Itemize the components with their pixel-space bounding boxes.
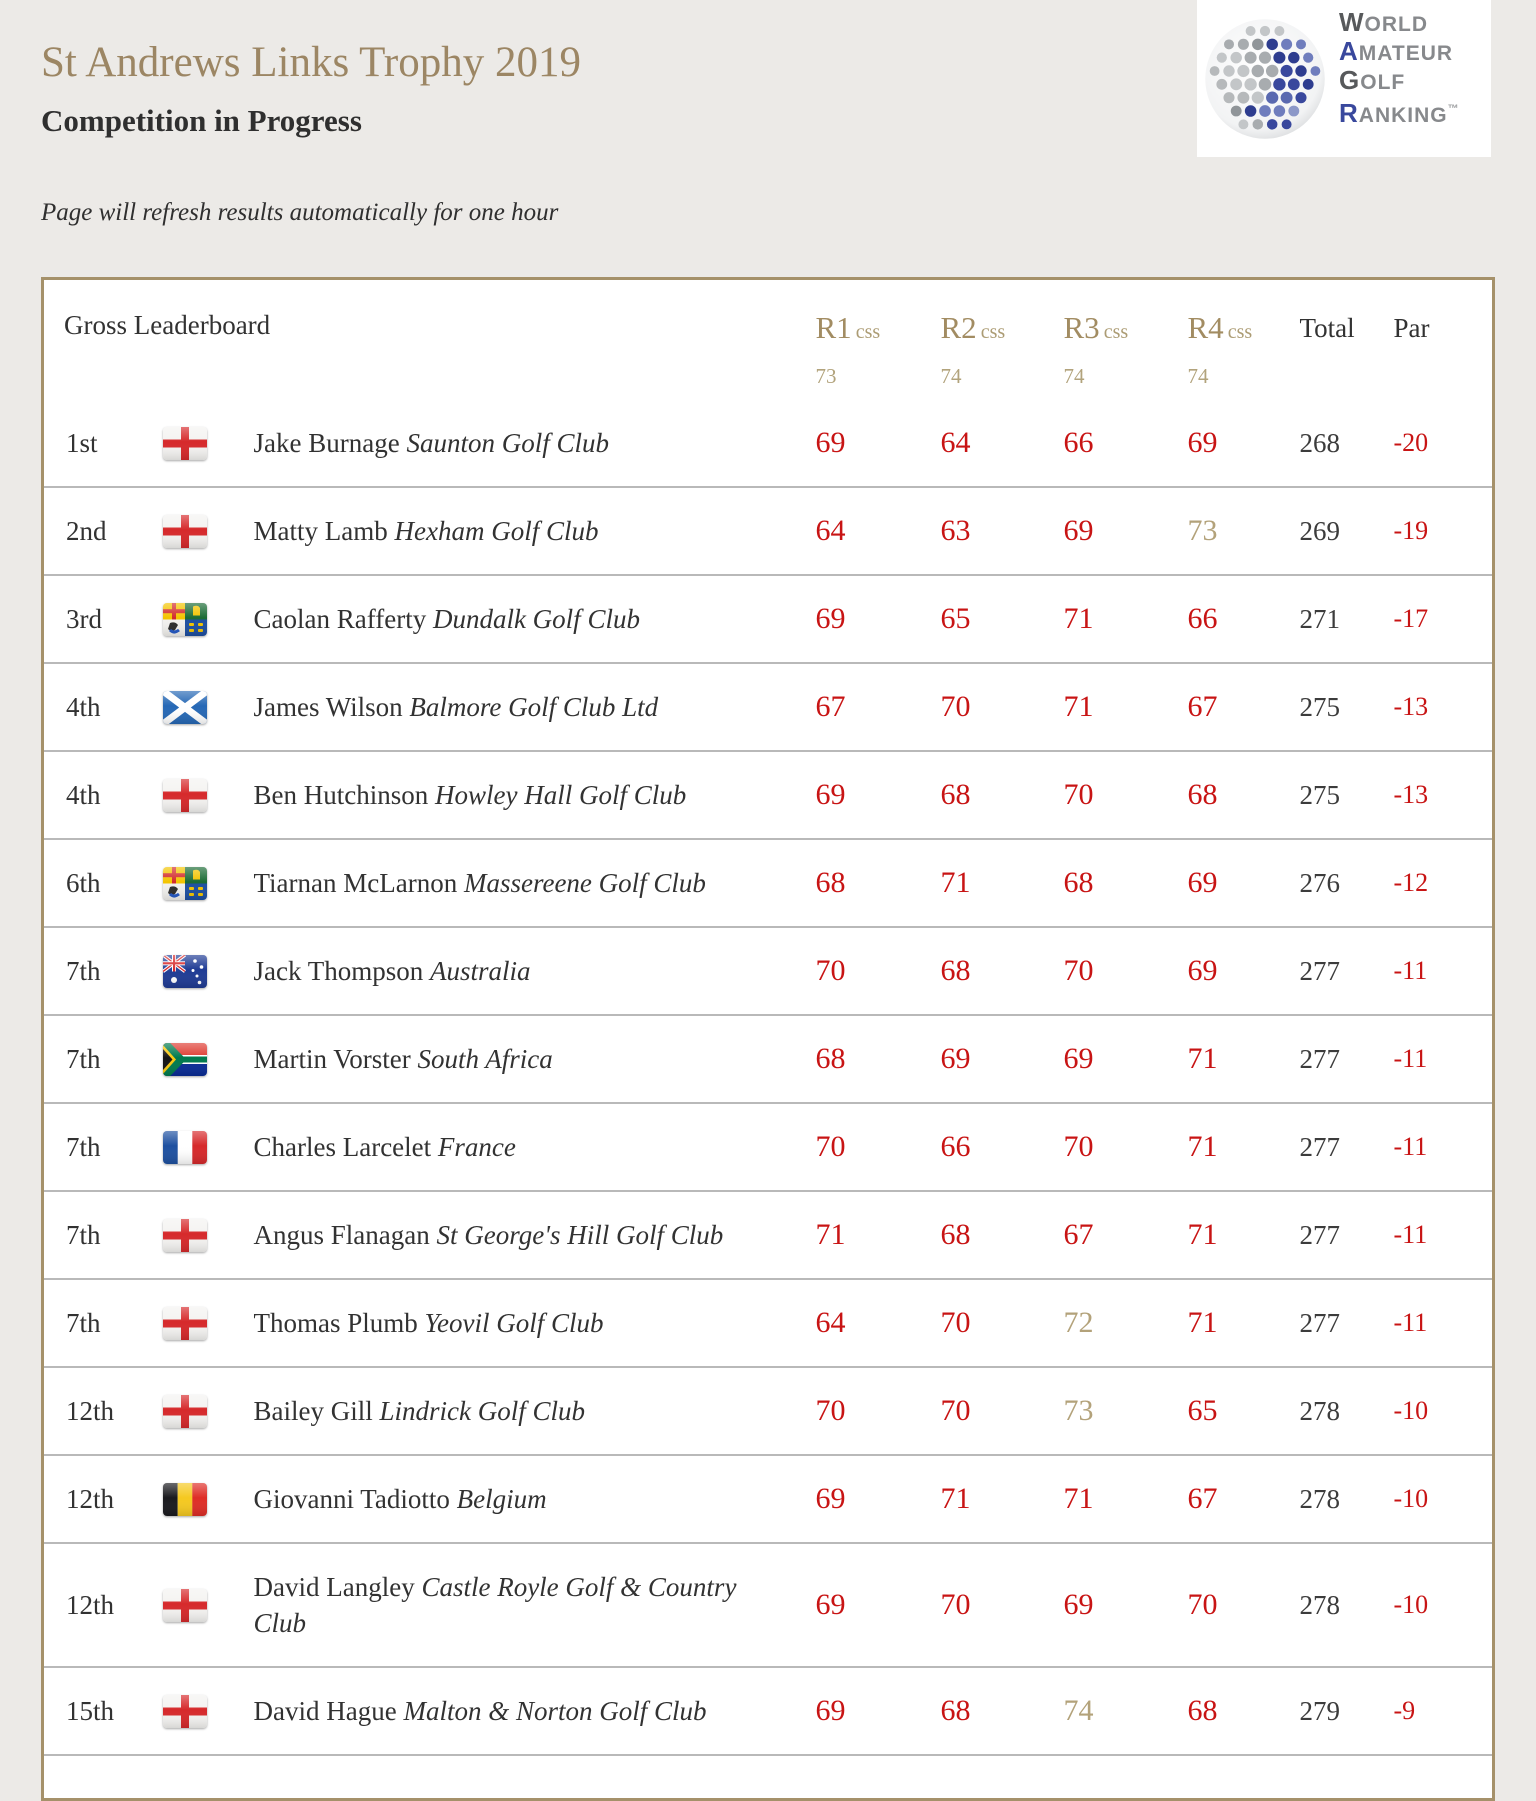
round3-header: R3 css 74 — [1050, 279, 1174, 401]
round2-css-value: 74 — [940, 364, 962, 389]
flag-england-icon — [163, 1219, 207, 1252]
round3-score: 69 — [1063, 1042, 1094, 1076]
player-club: Malton & Norton Golf Club — [403, 1696, 707, 1727]
round4-score: 66 — [1187, 602, 1218, 636]
round2-score: 70 — [940, 1306, 971, 1340]
flag-cell — [162, 1279, 242, 1367]
par-score: -11 — [1393, 1308, 1428, 1338]
row-spacer — [1450, 663, 1494, 751]
total-score: 278 — [1299, 1395, 1340, 1426]
gross-leaderboard-table — [41, 277, 1495, 1801]
player-club: France — [437, 1132, 516, 1163]
row-spacer — [1450, 575, 1494, 663]
row-spacer — [1450, 1667, 1494, 1755]
round1-score: 69 — [815, 602, 846, 636]
round4-header: R4 css 74 — [1174, 279, 1290, 401]
player-name: Ben Hutchinson — [253, 780, 429, 811]
round2-score: 69 — [940, 1042, 971, 1076]
row-spacer — [1450, 927, 1494, 1015]
header-spacer — [1450, 279, 1494, 401]
round4-score: 69 — [1187, 954, 1218, 988]
leaderboard-row — [43, 751, 1494, 839]
round1-score: 70 — [815, 954, 846, 988]
round3-score: 70 — [1063, 778, 1094, 812]
row-spacer — [1450, 1015, 1494, 1103]
round4-score: 71 — [1187, 1042, 1218, 1076]
leaderboard-row — [43, 575, 1494, 663]
row-spacer — [1450, 400, 1494, 487]
logo-line-amateur: AMATEUR — [1339, 35, 1454, 66]
total-score: 275 — [1299, 691, 1340, 722]
flag-australia-icon — [163, 955, 207, 988]
player-cell — [242, 1015, 802, 1103]
position-cell: 7th — [66, 1043, 101, 1074]
player-cell — [242, 1367, 802, 1455]
row-spacer — [1450, 1103, 1494, 1191]
total-score: 277 — [1299, 1307, 1340, 1338]
row-spacer — [1450, 751, 1494, 839]
player-name: Giovanni Tadiotto — [253, 1484, 450, 1515]
flag-scotland-icon — [163, 691, 207, 724]
player-cell — [242, 839, 802, 927]
player-cell — [242, 751, 802, 839]
round4-score: 71 — [1187, 1306, 1218, 1340]
round1-css-value: 73 — [815, 364, 837, 389]
round4-score: 67 — [1187, 690, 1218, 724]
player-name: David Hague — [253, 1696, 397, 1727]
position-cell: 3rd — [66, 603, 102, 634]
par-score: -13 — [1393, 692, 1429, 722]
par-score: -20 — [1393, 428, 1429, 458]
total-score: 271 — [1299, 603, 1340, 634]
trademark-symbol: ™ — [1447, 102, 1460, 115]
leaderboard-row — [43, 663, 1494, 751]
total-score: 276 — [1299, 867, 1340, 898]
flag-cell — [162, 1667, 242, 1755]
round2-score: 70 — [940, 690, 971, 724]
logo-line-world: WORLD — [1339, 6, 1429, 37]
flag-cell — [162, 839, 242, 927]
total-header: Total — [1299, 313, 1355, 344]
round3-score: 74 — [1063, 1694, 1094, 1728]
player-club: Australia — [430, 956, 531, 987]
round4-score: 70 — [1187, 1588, 1218, 1622]
flag-england-icon — [163, 1589, 207, 1622]
position-cell: 4th — [66, 691, 101, 722]
position-cell: 12th — [66, 1395, 115, 1426]
leaderboard-row — [43, 1015, 1494, 1103]
round3-score: 70 — [1063, 954, 1094, 988]
round3-score: 69 — [1063, 1588, 1094, 1622]
player-club: Castle Royle Golf & Country Club — [253, 1572, 737, 1639]
flag-cell — [162, 751, 242, 839]
player-club: Yeovil Golf Club — [424, 1308, 604, 1339]
round3-score: 71 — [1063, 690, 1094, 724]
player-club: Saunton Golf Club — [406, 428, 609, 459]
total-score: 277 — [1299, 955, 1340, 986]
player-club: Lindrick Golf Club — [379, 1396, 585, 1427]
player-club: Balmore Golf Club Ltd — [409, 692, 659, 723]
player-cell — [242, 1103, 802, 1191]
round3-score: 71 — [1063, 1482, 1094, 1516]
round1-score: 70 — [815, 1130, 846, 1164]
wagr-logo-wordmark — [1339, 6, 1460, 130]
player-cell — [242, 1543, 802, 1667]
player-club: Hexham Golf Club — [394, 516, 599, 547]
player-name: Jake Burnage — [253, 428, 400, 459]
leaderboard-row — [43, 1667, 1494, 1755]
round4-score: 65 — [1187, 1394, 1218, 1428]
flag-cell — [162, 1455, 242, 1543]
round4-score: 67 — [1187, 1482, 1218, 1516]
player-cell — [242, 927, 802, 1015]
round1-score: 71 — [815, 1218, 846, 1252]
round4-score: 68 — [1187, 778, 1218, 812]
par-score: -13 — [1393, 780, 1429, 810]
round1-score: 64 — [815, 514, 846, 548]
round3-score: 71 — [1063, 602, 1094, 636]
round2-score: 71 — [940, 866, 971, 900]
position-cell: 12th — [66, 1589, 115, 1620]
sliver-cell — [43, 1755, 1494, 1800]
position-cell: 7th — [66, 1131, 101, 1162]
player-club: Dundalk Golf Club — [432, 604, 640, 635]
round3-score: 70 — [1063, 1130, 1094, 1164]
flag-cell — [162, 575, 242, 663]
row-spacer — [1450, 839, 1494, 927]
player-name: Tiarnan McLarnon — [253, 868, 458, 899]
logo-line-ranking: RANKING™ — [1339, 97, 1460, 128]
flag-england-icon — [163, 1307, 207, 1340]
par-score: -12 — [1393, 868, 1429, 898]
round3-score: 66 — [1063, 426, 1094, 460]
flag-england-icon — [163, 779, 207, 812]
position-cell: 2nd — [66, 515, 107, 546]
flag-cell — [162, 663, 242, 751]
round1-score: 69 — [815, 778, 846, 812]
leaderboard-row — [43, 1543, 1494, 1667]
round2-score: 64 — [940, 426, 971, 460]
row-spacer — [1450, 1279, 1494, 1367]
player-cell — [242, 487, 802, 575]
par-score: -11 — [1393, 1220, 1428, 1250]
round1-score: 64 — [815, 1306, 846, 1340]
round3-score: 73 — [1063, 1394, 1094, 1428]
leaderboard-row — [43, 1279, 1494, 1367]
wagr-logo-link[interactable] — [1197, 0, 1491, 157]
position-cell: 1st — [66, 427, 98, 458]
round4-score: 73 — [1187, 514, 1218, 548]
round1-header: R1 css 73 — [802, 279, 927, 401]
flag-england-icon — [163, 427, 207, 460]
round2-score: 68 — [940, 954, 971, 988]
flag-cell — [162, 1103, 242, 1191]
par-score: -10 — [1393, 1484, 1429, 1514]
leaderboard-row — [43, 487, 1494, 575]
total-score: 277 — [1299, 1131, 1340, 1162]
total-score: 275 — [1299, 779, 1340, 810]
player-name: David Langley — [253, 1572, 415, 1603]
total-score: 277 — [1299, 1219, 1340, 1250]
player-cell — [242, 575, 802, 663]
leaderboard-title: Gross Leaderboard — [64, 310, 271, 341]
total-score: 278 — [1299, 1589, 1340, 1620]
round1-score: 68 — [815, 866, 846, 900]
flag-cell — [162, 1367, 242, 1455]
golf-ball-icon — [1201, 15, 1329, 143]
player-cell — [242, 400, 802, 487]
total-score: 277 — [1299, 1043, 1340, 1074]
leaderboard-row — [43, 839, 1494, 927]
par-score: -10 — [1393, 1396, 1429, 1426]
player-club: Howley Hall Golf Club — [435, 780, 687, 811]
row-spacer — [1450, 1455, 1494, 1543]
round2-score: 71 — [940, 1482, 971, 1516]
flag-cell — [162, 1191, 242, 1279]
position-cell: 7th — [66, 1219, 101, 1250]
round2-header: R2 css 74 — [927, 279, 1050, 401]
flag-england-icon — [163, 1695, 207, 1728]
par-header: Par — [1393, 313, 1430, 344]
player-name: Thomas Plumb — [253, 1308, 418, 1339]
flag-ireland-icon — [163, 603, 207, 636]
round2-score: 68 — [940, 1218, 971, 1252]
flag-cell — [162, 487, 242, 575]
flag-cell — [162, 400, 242, 487]
leaderboard-row — [43, 1367, 1494, 1455]
player-name: James Wilson — [253, 692, 403, 723]
flag-cell — [162, 1543, 242, 1667]
round3-score: 69 — [1063, 514, 1094, 548]
par-score: -11 — [1393, 956, 1428, 986]
leaderboard-header-row — [43, 279, 1494, 401]
player-cell — [242, 1279, 802, 1367]
round1-score: 69 — [815, 1482, 846, 1516]
player-name: Charles Larcelet — [253, 1132, 432, 1163]
flag-belgium-icon — [163, 1483, 207, 1516]
flag-south-africa-icon — [163, 1043, 207, 1076]
player-club: St George's Hill Golf Club — [436, 1220, 724, 1251]
round1-score: 69 — [815, 1694, 846, 1728]
round2-score: 70 — [940, 1394, 971, 1428]
leaderboard-row — [43, 1455, 1494, 1543]
round3-score: 67 — [1063, 1218, 1094, 1252]
round1-score: 67 — [815, 690, 846, 724]
round4-score: 69 — [1187, 866, 1218, 900]
round4-score: 68 — [1187, 1694, 1218, 1728]
flag-england-icon — [163, 515, 207, 548]
player-cell — [242, 1191, 802, 1279]
par-score: -9 — [1393, 1696, 1416, 1726]
round2-score: 63 — [940, 514, 971, 548]
flag-england-icon — [163, 1395, 207, 1428]
round2-score: 68 — [940, 778, 971, 812]
total-score: 268 — [1299, 427, 1340, 458]
round2-score: 65 — [940, 602, 971, 636]
position-cell: 4th — [66, 779, 101, 810]
row-spacer — [1450, 487, 1494, 575]
player-cell — [242, 1667, 802, 1755]
player-club: Belgium — [456, 1484, 547, 1515]
round4-score: 71 — [1187, 1130, 1218, 1164]
round3-css-value: 74 — [1063, 364, 1085, 389]
position-cell: 7th — [66, 1307, 101, 1338]
flag-ireland-icon — [163, 867, 207, 900]
player-cell — [242, 1455, 802, 1543]
round1-score: 70 — [815, 1394, 846, 1428]
leaderboard-row — [43, 1103, 1494, 1191]
position-cell: 6th — [66, 867, 101, 898]
round4-css-value: 74 — [1187, 364, 1209, 389]
player-name: Angus Flanagan — [253, 1220, 430, 1251]
flag-cell — [162, 1015, 242, 1103]
player-club: Massereene Golf Club — [463, 868, 706, 899]
total-score: 278 — [1299, 1483, 1340, 1514]
player-name: Matty Lamb — [253, 516, 388, 547]
competition-status: Competition in Progress — [41, 103, 362, 139]
round1-score: 68 — [815, 1042, 846, 1076]
par-score: -10 — [1393, 1590, 1429, 1620]
par-score: -17 — [1393, 604, 1429, 634]
flag-cell — [162, 927, 242, 1015]
row-spacer — [1450, 1367, 1494, 1455]
round2-score: 68 — [940, 1694, 971, 1728]
player-name: Martin Vorster — [253, 1044, 411, 1075]
round4-score: 71 — [1187, 1218, 1218, 1252]
total-score: 269 — [1299, 515, 1340, 546]
row-spacer — [1450, 1191, 1494, 1279]
logo-line-golf: GOLF — [1339, 64, 1406, 95]
round3-score: 72 — [1063, 1306, 1094, 1340]
total-score: 279 — [1299, 1695, 1340, 1726]
round3-score: 68 — [1063, 866, 1094, 900]
round1-score: 69 — [815, 426, 846, 460]
page-title: St Andrews Links Trophy 2019 — [41, 39, 581, 86]
round2-score: 70 — [940, 1588, 971, 1622]
player-name: Bailey Gill — [253, 1396, 373, 1427]
par-score: -19 — [1393, 516, 1429, 546]
leaderboard-row — [43, 927, 1494, 1015]
position-cell: 15th — [66, 1695, 115, 1726]
row-spacer — [1450, 1543, 1494, 1667]
position-cell: 7th — [66, 955, 101, 986]
par-score: -11 — [1393, 1132, 1428, 1162]
player-name: Jack Thompson — [253, 956, 424, 987]
next-row-sliver — [43, 1755, 1494, 1800]
player-club: South Africa — [417, 1044, 553, 1075]
player-cell — [242, 663, 802, 751]
round4-score: 69 — [1187, 426, 1218, 460]
player-name: Caolan Rafferty — [253, 604, 427, 635]
flag-france-icon — [163, 1131, 207, 1164]
round1-score: 69 — [815, 1588, 846, 1622]
refresh-note: Page will refresh results automatically for one hour — [41, 199, 559, 227]
leaderboard-row — [43, 1191, 1494, 1279]
round2-score: 66 — [940, 1130, 971, 1164]
par-score: -11 — [1393, 1044, 1428, 1074]
leaderboard-row — [43, 400, 1494, 487]
position-cell: 12th — [66, 1483, 115, 1514]
